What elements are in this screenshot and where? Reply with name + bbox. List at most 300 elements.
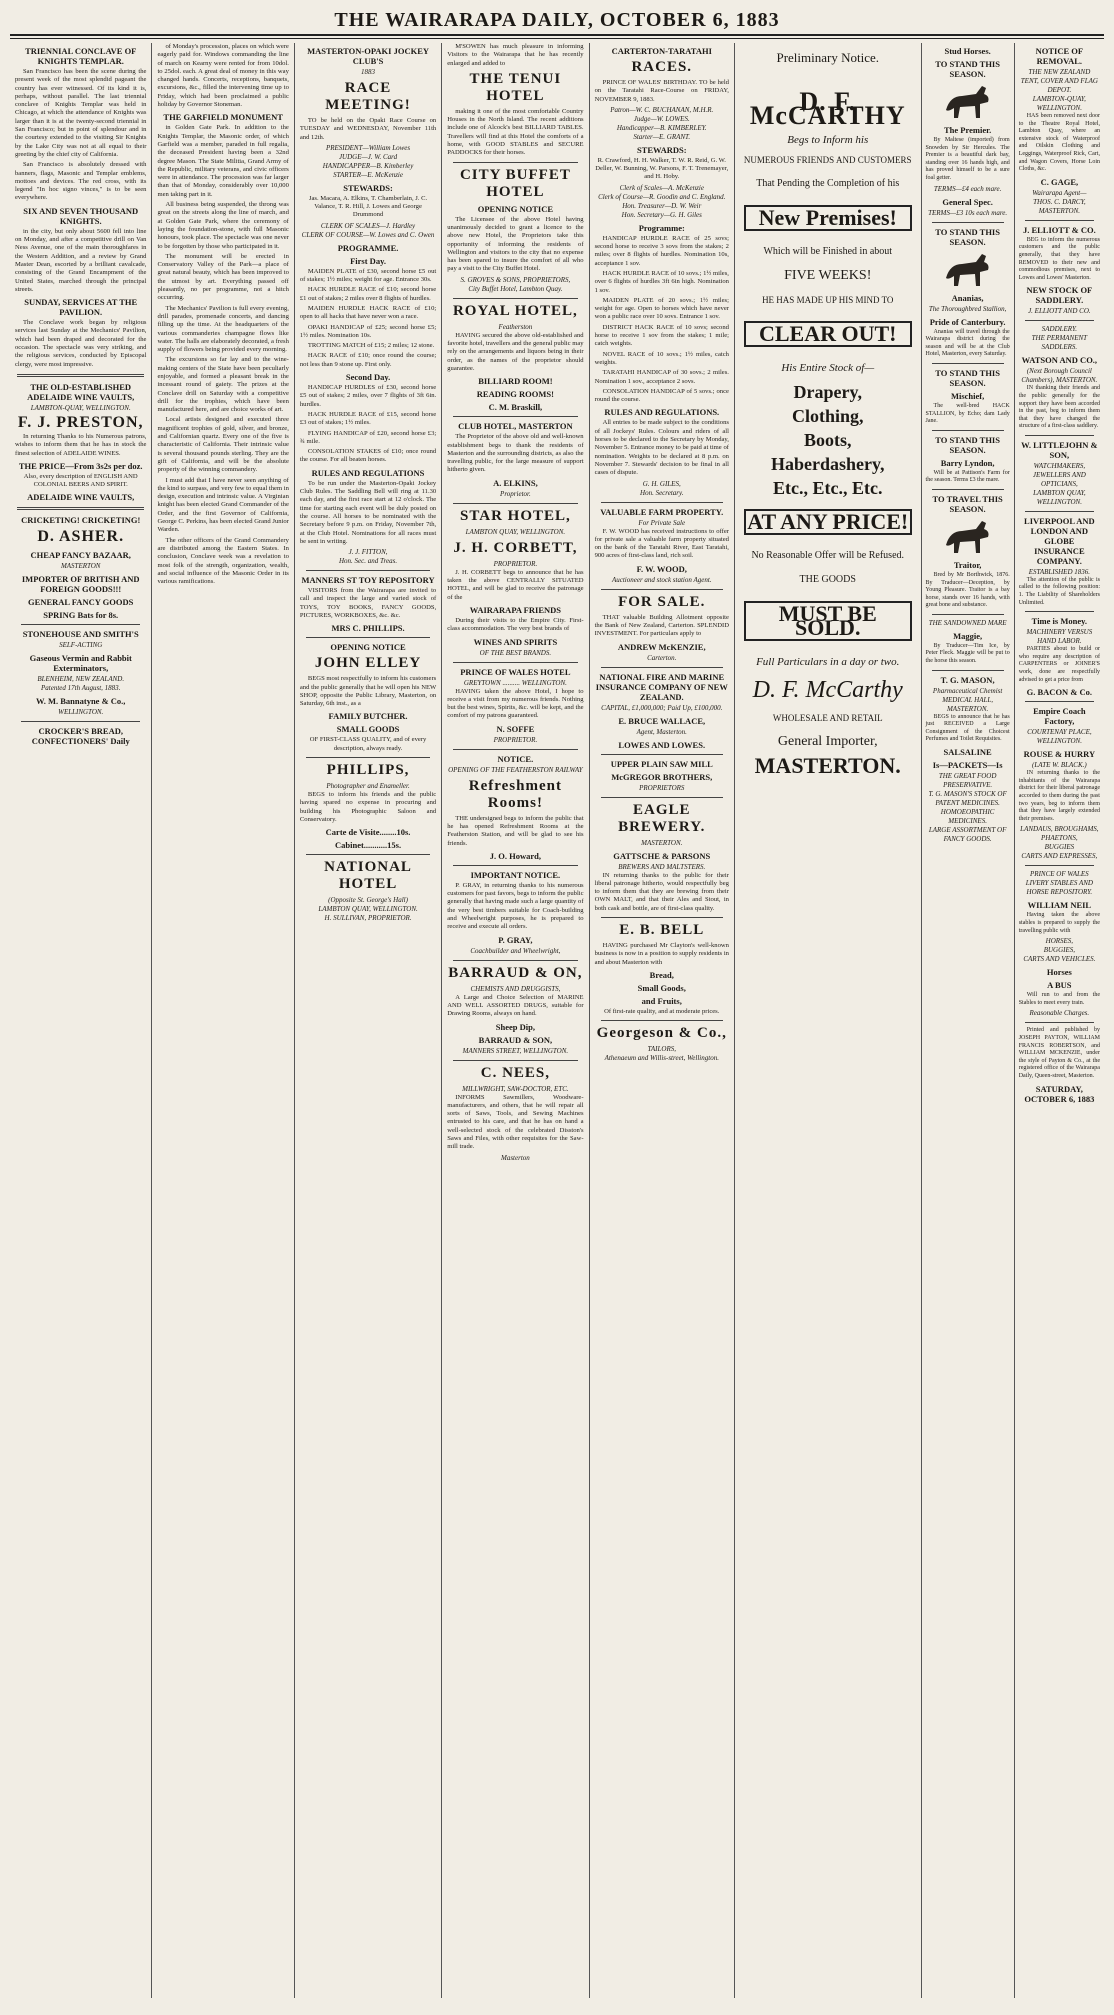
races-rules-heading: RULES AND REGULATIONS. [604, 407, 720, 418]
article-subhead: SUNDAY, SERVICES AT THE PAVILION. [24, 297, 138, 318]
ad-name: F. J. PRESTON, [17, 413, 144, 431]
divider [306, 854, 430, 855]
race-title: RACE MEETING! [325, 80, 411, 113]
races-entry: NOVEL RACE of 10 sovs.; 1½ miles, catch weights. [594, 350, 729, 366]
divider [17, 507, 144, 510]
article-paragraph: The excursions so far lay and to the wine-making centers of the State have been peculiarly enjoyable, and formed a pleasant break in the incessant round of gaiety. The prizes at the Conclave drill on Saturday with a competitive drill for the trophies, which have been manufactured here, and are choice works of art. [157, 356, 289, 414]
giles-role: Hon. Secretary. [640, 488, 684, 497]
race-entry: MAIDEN HURDLE HACK RACE of £10; open to all hacks that have never won a race. [299, 304, 437, 321]
city-loc: City Buffet Hotel, Lambton Quay. [468, 284, 563, 293]
mcgregor-role: PROPRIETORS [639, 783, 685, 792]
races-intro: PRINCE OF WALES' BIRTHDAY. TO be held on the Taratahi Race-Course on FRIDAY, NOVEMBER 9, 1883. [594, 79, 729, 103]
races-entry: HANDICAP HURDLE RACE of 25 sovs; second horse to receive 3 sovs from the stakes; 2 miles; over 8 flights of hurdles. Nomination 10s, acceptance 1 sov. [594, 234, 729, 267]
eagle-brewery: EAGLE BREWERY. [618, 801, 706, 835]
races-clerk2: Clerk of Course—R. Goodin and C. England. [598, 192, 726, 201]
tenui-intro: M'SOWEN has much pleasure in informing Visitors to the Wairarapa that he has recently enlarged and added to [447, 43, 584, 67]
divider [1025, 435, 1094, 436]
sheep-dip: Sheep Dip, [495, 1021, 535, 1032]
tenui-body: making it one of the most comfortable Country Houses in the North Island. The recent additions include one of Alcock's best BILLIARD TABLES. Travellers will find at this Hotel the comforts of a home, with GOOD STABLES and SECURE PADDOCKS for their horses. [447, 107, 584, 157]
horses2: Horses [1046, 967, 1072, 978]
divider [601, 589, 723, 590]
gray-body: P. GRAY, in returning thanks to his numerous customers for past favors, begs to inform the public generally that having made such a large quantity of the very best timbers suitable for Coach-building and Wheelwright purposes, he is prepared to receive and execute all orders. [447, 881, 584, 931]
reasonable-charges: Reasonable Charges. [1029, 1009, 1090, 1018]
race-entry: HACK HURDLE RACE of £15, second horse £3 out of stakes; 1½ miles. [299, 410, 437, 427]
wood-sub: Auctioneer and stock station Agent. [611, 575, 712, 584]
ad-body: In returning Thanks to his Numerous patrons, wishes to inform them that he has in stock the finest selection of ADELAIDE WINES. [15, 432, 147, 457]
races-entry: HACK HURDLE RACE of 10 sovs.; 1½ miles, over 6 flights of hurdles 3ft 6in high. Nomination 1 sov. [594, 269, 729, 294]
national-sub: (Opposite St. George's Hall) [328, 896, 408, 905]
empire-coach: Empire Coach Factory, [1033, 706, 1086, 727]
races-top: CARTERTON-TARATAHI [611, 46, 712, 56]
farm-title: VALUABLE FARM PROPERTY. [600, 506, 724, 517]
article-subhead: THE GARFIELD MONUMENT [163, 112, 283, 123]
star-hotel: STAR HOTEL, [460, 507, 571, 524]
mischief-name: Mischief, [950, 390, 985, 401]
saw-mill: UPPER PLAIN SAW MILL [610, 758, 713, 769]
full-particulars: Full Particulars in a day or two. [756, 656, 900, 668]
race-entry: CONSOLATION STAKES of £10; once round the course. For all beaten horses. [299, 448, 437, 464]
traitor-name: Traitor, [953, 559, 982, 570]
lowes-name: LOWES AND LOWES. [618, 739, 706, 750]
divider [453, 960, 577, 961]
races-treasurer: Hon. Treasurer—D. W. Weir [622, 201, 702, 210]
columns [10, 43, 1104, 1998]
ad-price: THE PRICE—From 3s2s per doz. [18, 460, 143, 471]
races-entry: TARATAHI HANDICAP of 30 sovs.; 2 miles. Nomination 1 sov., acceptance 2 sovs. [594, 369, 729, 385]
stud-horses-column [922, 43, 1015, 1998]
club-hotel: CLUB HOTEL, MASTERTON [458, 421, 573, 432]
divider [306, 637, 430, 638]
divider [453, 503, 577, 504]
race-stewards: Jas. Macara, A. Elkins, T. Chamberlain, J. C. Valance, T. R. Hill, J. Lowes and George Drummond [308, 194, 428, 219]
corbett-name: J. H. CORBETT, [453, 539, 578, 556]
clothing: Clothing, [791, 406, 864, 426]
masterton-footer: MASTERTON. [754, 753, 901, 778]
littlejohn-sub: WATCHMAKERS, JEWELLERS AND OPTICIANS, [1032, 461, 1086, 488]
divider [601, 917, 723, 918]
ananias-name: Ananias, [951, 292, 984, 303]
elliott-name2: J. ELLIOTT AND CO. [1028, 307, 1091, 316]
mccarthy-name-footer: D. F. McCarthy [752, 677, 903, 703]
phaetons: PHAETONS, [1041, 834, 1078, 843]
rules-heading: RULES AND REGULATIONS [311, 467, 425, 478]
carte-price: Carte de Visite........10s. [325, 827, 411, 838]
national-loc: LAMBTON QUAY, WELLINGTON. [318, 905, 418, 914]
article-paragraph: I must add that I have never seen anything of the kind to surpass, and very few to equal them in design, execution and intrinsic value. A Virginian knight has been elected Grand Commander of the Order, and the first Governor of California, George C. Perkins, has been elected Grand Junior Warden. [157, 476, 289, 534]
gattsche-name: GATTSCHE & PARSONS [613, 850, 711, 861]
phillips-name: PHILLIPS, [326, 762, 410, 779]
soffe-role: PROPRIETOR. [493, 735, 538, 744]
races-entry: CONSOLATION HANDICAP of 5 sovs.; once round the course. [594, 387, 729, 404]
divider [1025, 1022, 1094, 1023]
day-one: First Day. [350, 255, 386, 266]
divider [1025, 701, 1094, 702]
divider [601, 1020, 723, 1021]
traitor-body: Bred by Mr Borthwick, 1876. By Traducer—Deception, by Young Pleasure. Traitor is a bay horse, stands over 16 hands, with great bone and substance. [925, 571, 1010, 609]
insurance-agent-role: Agent, Masterton. [636, 727, 687, 736]
stand-season: TO STAND THIS SEASON. [935, 226, 1000, 247]
hand-body: PARTIES about to build or who require any description of CARPENTERS or JOINER'S work, done are respectfully advised to get a price from [1018, 646, 1100, 683]
saddlery: SADDLERY. [1041, 325, 1077, 334]
royal-body: HAVING secured the above old-established and favorite hotel, travellers and the general public may rely on the arrangements and liquors being in their order, as the names of the proprietor should guarantee. [447, 331, 584, 372]
city-opening: OPENING NOTICE [477, 203, 554, 214]
race-starter: STARTER—E. McKenzie [333, 170, 403, 179]
crocker: CROCKER'S BREAD, CONFECTIONERS' Daily [31, 726, 130, 747]
liverpool-body: The attention of the public is called to the following position: 1. The Liability of Shareholders Unlimited. [1018, 576, 1100, 606]
friends-line: NUMEROUS FRIENDS AND CUSTOMERS [743, 155, 912, 165]
nees-sub: MILLWRIGHT, SAW-DOCTOR, ETC. [462, 1084, 569, 1093]
gattsche-sub: BREWERS AND MALTSTERS. [618, 862, 706, 871]
pending-line: That Pending the Completion of his [756, 178, 900, 189]
race-entry: HACK RACE of £10; once round the course; not less than 9 stone up. First only. [299, 352, 437, 368]
saddlery-stock: NEW STOCK OF SADDLERY. [1026, 285, 1093, 306]
divider [601, 754, 723, 755]
prince-loc: GREYTOWN .......... WELLINGTON. [463, 678, 567, 687]
divider [453, 865, 577, 866]
patented: Patented 17th August, 1883. [41, 684, 121, 693]
bus-body: Will run to and from the Stables to meet every train. [1018, 992, 1100, 1006]
race-handicapper: HANDICAPPER—B. Kimberley [322, 161, 414, 170]
insurance-capital: CAPITAL, £1,000,000; Paid Up, £100,000. [601, 703, 723, 712]
forsale-title: FOR SALE. [618, 593, 706, 610]
wellington: WELLINGTON. [1036, 737, 1082, 746]
divider [1025, 220, 1094, 221]
ad-subtitle: LAMBTON-QUAY, WELLINGTON. [30, 403, 131, 412]
races-handicapper: Handicapper—B. KIMBERLEY. [616, 123, 707, 132]
day-two: Second Day. [345, 372, 391, 383]
prince-hotel: PRINCE OF WALES HOTEL [460, 666, 571, 677]
buggies2: BUGGIES, [1043, 946, 1075, 955]
stonehouse-sub: SELF-ACTING [59, 641, 103, 650]
bell-body: HAVING purchased Mr Clayton's well-known business is now in a position to supply residents in and about Masterton with [594, 942, 729, 966]
race-entry: FLYING HANDICAP of £20, second horse £3; ¾ mile. [299, 429, 437, 445]
gray-name: P. GRAY, [498, 934, 533, 945]
article-paragraph: The other officers of the Grand Commandery are distributed among the Eastern States. In conclusion, Conclave week was a revelation to most folk of the strength, organization, wealth, and social influence of the Masonic Order in its various ramifications. [157, 536, 289, 586]
nz-loc: LAMBTON-QUAY, WELLINGTON. [1032, 95, 1086, 112]
finished-line: Which will be Finished in about [763, 246, 893, 257]
entire-stock: His Entire Stock of— [781, 362, 875, 374]
new-premises-box: New Premises! [744, 205, 912, 231]
race-judge: JUDGE—J. W. Card [338, 152, 398, 161]
secretary-name: J. J. FITTON, [348, 548, 388, 557]
royal-billiard: BILLIARD ROOM! [478, 376, 553, 387]
article-paragraph: of Monday's procession, places on which were eagerly paid for. Windows commanding the line of march on Kearny were rented for from 10dol. to 25dol. each. A great deal of money in this way changed hands. Concerts, receptions, banquets, excursions, &c., filled the intervening time up to Friday, which had been proclaimed a public holiday by Governor Stoneman. [157, 43, 289, 109]
barraud2-sub: MANNERS STREET, WELLINGTON. [462, 1046, 569, 1055]
the-goods: THE GOODS [799, 574, 856, 585]
article-paragraph: San Francisco is absolutely dressed with banners, flags, Masonic and Templar emblems, mottoes and devices. The red cross, with its legend "In hoc signo vinces," is to be seen everywhere. [15, 161, 147, 202]
insurance-title: NATIONAL FIRE AND MARINE INSURANCE COMPANY OF NEW ZEALAND. [595, 671, 728, 702]
begs-line: Begs to Inform his [787, 134, 869, 146]
races-stewards: R. Crawford, H. H. Walker, T. W. R. Reid, G. W. Deller, W. Bunning, W. Parsons, F. T. Trenemayer, and H. Hoby. [595, 156, 729, 181]
salsaline: SALSALINE [943, 747, 992, 758]
important-notice: IMPORTANT NOTICE. [470, 869, 561, 880]
divider [21, 721, 140, 722]
ad-more: Also, every description of ENGLISH AND COLONIAL BEERS AND SPIRIT. [23, 472, 138, 489]
divider [932, 222, 1004, 223]
races-patron: Patron—W. C. BUCHANAN, M.H.R. [610, 105, 714, 114]
bell-bread: Bread, [649, 969, 674, 980]
asher-sub: CHEAP FANCY BAZAAR, [30, 550, 131, 561]
general-spec: General Spec. [942, 196, 993, 207]
race-president: PRESIDENT—William Lowes [325, 143, 411, 152]
races-secretary: Hon. Secretary—G. H. Giles [621, 210, 702, 219]
premier-body: By Maltese (imported) from Snowden by Sir Hercules. The Premier is a beautiful dark bay, standing over 16 hands high, and has proved himself to be a sure foal getter. [925, 137, 1010, 181]
carts: CARTS AND EXPRESSES, [1021, 852, 1098, 861]
race-entry: TROTTING MATCH of £15; 2 miles; 12 stone. [307, 342, 435, 350]
five-weeks: FIVE WEEKS! [784, 268, 872, 283]
wairarapa-friends: WAIRARAPA FRIENDS [469, 604, 561, 615]
liverpool-est: ESTABLISHED 1836. [1028, 567, 1090, 576]
refreshment-body: THE undersigned begs to inform the public that he has opened Refreshment Rooms at the Featherston Station, and will be glad to see his friends. [447, 814, 584, 847]
stonehouse-title: STONEHOUSE AND SMITH'S [22, 629, 139, 640]
rouse-sub: (LATE W. BLACK.) [1031, 761, 1087, 770]
general-terms: TERMS—£3 10s each mare. [928, 208, 1008, 217]
bell-fruits: and Fruits, [641, 995, 682, 1006]
column-1 [10, 43, 152, 1998]
mckenzie-name: ANDREW McKENZIE, [617, 641, 706, 652]
mason-body: BEGS to announce that he has just RECEIVED a Large Consignment of the Choicest Perfumes and Toilet Requisites. [925, 713, 1010, 743]
prince-body: HAVING taken the above Hotel, I hope to receive a visit from my numerous friends. Nothing but the best wines, Spirits, &c. will be kept, and the comfort of my patrons guaranteed. [447, 687, 584, 720]
royal-hotel: ROYAL HOTEL, [452, 302, 578, 319]
royal-reading: READING ROOMS! [476, 389, 554, 400]
liverpool-title: LIVERPOOL AND LONDON AND GLOBE INSURANCE COMPANY. [1024, 515, 1095, 566]
divider [932, 363, 1004, 364]
eagle-loc: MASTERTON. [641, 838, 683, 847]
neil-body: Having taken the above stables is prepared to supply the travelling public with [1018, 912, 1100, 934]
rules-body: To be run under the Masterton-Opaki Jockey Club Rules. The Saddling Bell will ring at 11.30 each day, and the first race start at 12 o'clock. The time for starting each event will be duly posted on the course. All horses to be nominated with the Secretary before 9 p.m. on Friday, November 7th, at the Club Hotel. Nominations for all races must be sent in writing. [299, 479, 437, 545]
cabinet-price: Cabinet...........15s. [334, 840, 402, 851]
column-6-mccarthy-ad [735, 43, 922, 1998]
asher-line: IMPORTER OF BRITISH AND FOREIGN GOODS!!! [21, 574, 140, 595]
divider [453, 749, 577, 750]
article-paragraph: San Francisco has been the scene during the present week of the most splendid pageant the country has ever witnessed. Of its kind it is, perhaps, without parallel. The last triennial conclave of Knights Templar was held in Chicago, at which the attendance of Knights was larger than it is at the twenty-second triennial in San Francisco; but in point of splendour and in the courtesy extended to the visiting Sir Knights by the Lake City was not at all equal to their greeting by the chief city of California. [15, 68, 147, 158]
divider [932, 430, 1004, 431]
divider [601, 502, 723, 503]
article-paragraph: The Conclave work began by religious services last Sunday at the Mechanics' Pavilion, which had been draped and decorated for the occasion. The spectacle was very striking, and the religious services, conducted by Episcopal clergy, were most impressive. [15, 319, 147, 368]
eagle-body: IN returning thanks to the public for their liberal patronage hitherto, would respectfully beg to inform them that they are brewing from their OWN MALT, and that their Ales and Stout, in both cask and bottle, are of first-class quality. [594, 871, 729, 912]
stud-title: Stud Horses. [944, 46, 991, 56]
nees-name: C. NEES, [480, 1064, 551, 1081]
article-subhead: SIX AND SEVEN THOUSAND KNIGHTS. [23, 205, 139, 226]
column-7 [922, 43, 1104, 1998]
phillips-body: BEGS to inform his friends and the public having spared no expense in procuring and building his Photographic Saloon and Conservatory. [299, 791, 437, 823]
asher-heading: CRICKETING! CRICKETING! [21, 515, 141, 526]
masthead: THE WAIRARAPA DAILY, OCTOBER 6, 1883 [10, 8, 1104, 36]
bannatyne: W. M. Bannatyne & Co., [36, 696, 126, 707]
prince-stables: PRINCE OF WALES LIVERY STABLES AND HORSE REPOSITORY. [1025, 870, 1093, 897]
ananias-sub: The Thoroughbred Stallion, [928, 304, 1007, 313]
horse-icon [940, 250, 996, 290]
wines-spirits: WINES AND SPIRITS [473, 636, 558, 647]
butcher-notice: OPENING NOTICE [330, 642, 406, 653]
any-price-box: AT ANY PRICE! [744, 509, 912, 535]
food-preservative: THE GREAT FOOD PRESERVATIVE. [938, 772, 997, 790]
pride-canterbury: Pride of Canterbury. [929, 316, 1006, 327]
corbett-body: J. H. CORBETT begs to announce that he has taken the above CENTRALLY SITUATED HOTEL, and will be glad to receive the patronage of the [447, 568, 584, 601]
mckenzie-loc: Carterton. [647, 653, 677, 662]
must-be-sold-box: MUST BE SOLD. [744, 601, 912, 641]
maggie-name: Maggie, [953, 630, 983, 641]
tenui-hotel: THE TENUI HOTEL [469, 70, 562, 104]
landaus: LANDAUS, BROUGHAMS, [1020, 825, 1099, 834]
rouse-body: IN returning thanks to the inhabitants of the Wairarapa district for their liberal patronage accorded to them during the past two years, beg to inform them that they have largely extended their premises. [1018, 770, 1100, 822]
salsaline-packets: Is—PACKETS—Is [932, 760, 1003, 771]
nees-body: INFORMS Sawmillers, Woodware-manufacturers, and others, that he will repair all sorts of Saws, Tools, and Sewing Machines entrusted to his care, and that he has on hand a well-selected stock of the celebrated Disston's Saws and Files, with other requisites for the Saw-mill trade. [447, 1093, 584, 1151]
elliott-body: BEG to inform the numerous customers and the public generally, that they have REMOVED to their new and commodious premises, next to Lowes and Lowes' Masterton. [1018, 236, 1100, 281]
bell-foot: Of first-rate quality, and at moderate prices. [604, 1007, 720, 1015]
barry-name: Barry Lyndon, [940, 457, 995, 468]
butcher-body: BEGS most respectfully to inform his customers and the public generally that he will open his NEW SHOP, opposite the Public Library, Masterton, on Saturday, 6th inst., as a [299, 675, 437, 708]
clear-out-box: CLEAR OUT! [744, 321, 912, 347]
barraud2-name: BARRAUD & SON, [478, 1034, 553, 1045]
divider [601, 667, 723, 668]
wairarapa-body: During their visits to the Empire City. First-class accommodation. The very best brands of [447, 616, 584, 633]
georgeson-loc: Athenaeum and Willis-street, Wellington. [604, 1054, 719, 1063]
bell-name: E. B. BELL [619, 922, 705, 939]
star-loc: LAMBTON QUAY, WELLINGTON. [465, 527, 566, 536]
race-entry: HANDICAP HURDLES of £30, second horse £5 out of stakes; 2 miles, over 7 flights of 3ft 6in. hurdles. [299, 384, 437, 408]
waira-agent: Wairarapa Agent— [1032, 188, 1087, 197]
elliott-name: J. ELLIOTT & CO. [1022, 224, 1096, 235]
stand-season: TO STAND THIS SEASON. [935, 59, 1000, 79]
watson-body: IN thanking their friends and the public generally for the support they have been accorded in the past, beg to inform them that they have changed the structure of a first-class saddlery. [1018, 385, 1100, 430]
club-body: The Proprietor of the above old and well-known establishment begs to thank the residents of Masterton and the surrounding districts, as also the travelling public, for the large measure of support hitherto given. [447, 433, 584, 474]
watson-loc: (Next Borough Council Chambers), MASTERTON. [1021, 367, 1098, 385]
howard-name: J. O. Howard, [489, 850, 542, 861]
farm-body: F. W. WOOD has received instructions to offer for private sale a valuable farm property situated on the bank of the Taratahi River, East Taratahi, 900 acres of first-class land, rich soil. [594, 527, 729, 560]
travel-season: TO TRAVEL THIS SEASON. [932, 493, 1003, 514]
races-judge: Judge—W. LOWES. [633, 114, 690, 123]
divider [306, 570, 430, 571]
club-prop: A. ELKINS, [493, 477, 538, 488]
maggie-sub: THE SANDOWNED MARE [928, 618, 1007, 627]
divider [453, 162, 577, 163]
divider [1025, 320, 1094, 321]
waira-agent-name: THOS. C. DARCY, MASTERTON. [1033, 197, 1086, 215]
divider [1025, 611, 1094, 612]
stand-season: TO STAND THIS SEASON. [935, 367, 1000, 388]
watson-name: WATSON AND CO., [1021, 355, 1098, 366]
divider [21, 624, 140, 625]
bus: A BUS [1047, 980, 1072, 991]
secretary-role: Hon. Sec. and Treas. [339, 557, 398, 566]
divider [306, 757, 430, 758]
farm-sub: For Private Sale [638, 518, 686, 527]
divider [453, 298, 577, 299]
wholesale-retail: WHOLESALE AND RETAIL [772, 713, 883, 723]
mcgregor-name: McGREGOR BROTHERS, [611, 771, 713, 782]
homeopathic: HOMOEOPATHIC MEDICINES. [940, 808, 995, 826]
race-entry: OPAKI HANDICAP of £25; second horse £5; 1½ miles. Nomination 10s. [299, 323, 437, 339]
races-starter: Starter—E. GRANT. [633, 132, 691, 141]
gray-sub: Coachbuilder and Wheelwright, [470, 946, 561, 955]
railway-opening: OPENING OF THE FEATHERSTON RAILWAY [448, 765, 583, 774]
general-importer: General Importer, [777, 734, 878, 749]
article-paragraph: The monument will be erected in Conservatory Valley of the Park—a place of great natural beauty, which has been improved to the utmost by art. Everything passed off pleasantly, no per programme, not a hitch occurring. [157, 252, 289, 302]
divider [453, 662, 577, 663]
races-programme: Programme: [638, 222, 685, 233]
spring-bats: SPRING Bats for 8s. [43, 610, 119, 621]
preliminary-notice: Preliminary Notice. [776, 50, 879, 65]
divider [932, 670, 1004, 671]
column-3 [295, 43, 442, 1998]
article-paragraph: in Golden Gate Park. In addition to the Knights Templar, the Masonic order, of which Garfield was a member, paraded in full regalia, the deceased President having been a 32nd degree Mason. The State Militia, Grand Army of the Republic, military veterans, and civic officers were in attendance. The procession was far larger than that of Monday, considerably over 10,000 men taking part in it. [157, 124, 289, 198]
time-money: Time is Money. [1031, 616, 1088, 627]
race-clerk: CLERK OF SCALES—J. Hardley [320, 221, 416, 230]
machinery: MACHINERY VERSUS HAND LABOR. [1026, 628, 1093, 646]
carts2: CARTS AND VEHICLES. [1023, 955, 1096, 964]
toy-body: VISITORS from the Wairarapa are invited to call and inspect the large and varied stock of TOYS, TOY BOOKS, FANCY GOODS, PICTURES, WORKBOXES, &c. &c. [299, 587, 437, 619]
insurance-agent: E. BRUCE WALLACE, [618, 715, 706, 726]
printer-imprint: Printed and published by JOSEPH PAYTON, WILLIAM FRANCIS ROBERTSON, and WILLIAM MCKENZIE, under the style of Payton & Co., at the registered office of the Wairarapa Daily, Queen-street, Masterton. [1018, 1027, 1100, 1079]
removal-notice: NOTICE OF REMOVAL. [1035, 46, 1084, 66]
gage-name: C. GAGE, [1040, 176, 1079, 187]
race-intro: TO be held on the Opaki Race Course on TUESDAY and WEDNESDAY, November 11th and 12th. [299, 117, 437, 141]
mason-name: T. G. MASON, [940, 674, 995, 685]
giles-name: G. H. GILES, [642, 479, 681, 488]
national-prop: H. SULLIVAN, PROPRIETOR. [324, 914, 412, 923]
bannatyne-loc: WELLINGTON. [58, 708, 104, 717]
asher-name: D. ASHER. [37, 528, 125, 546]
ad-vaults: ADELAIDE WINE VAULTS, [27, 492, 135, 503]
masthead-rule [10, 36, 1104, 39]
etc-line: Etc., Etc., Etc. [773, 478, 883, 498]
wines-sub: OF THE BEST BRANDS. [479, 648, 552, 657]
divider [601, 797, 723, 798]
permanent-saddlers: THE PERMANENT SADDLERS. [1031, 334, 1088, 352]
barraud-body: A Large and Choice Selection of MARINE AND WELL ASSORTED DRUGS, suitable for Drawing Rooms, always on hand. [447, 993, 584, 1018]
national-hotel: NATIONAL HOTEL [324, 859, 412, 893]
race-year: 1883 [361, 68, 376, 76]
divider [932, 614, 1004, 615]
corbett-role: PROPRIETOR. [493, 559, 538, 568]
premier-terms: TERMS—£4 each mare. [933, 184, 1002, 193]
royal-prop: C. M. Braskill, [488, 402, 543, 413]
bacon-name: G. BACON & Co. [1026, 687, 1093, 698]
city-prop: S. GROVES & SONS, PROPRIETORS, [460, 275, 571, 284]
nz-depot: THE NEW ZEALAND TENT, COVER AND FLAG DEPOT. [1020, 68, 1098, 94]
maggie-body: By Traducer—Tim Ice, by Peter Fleck. Maggie will be put to the horse this season. [925, 642, 1010, 665]
ad-title: THE OLD-ESTABLISHED ADELAIDE WINE VAULTS, [27, 381, 135, 402]
wood-name: F. W. WOOD, [636, 563, 687, 574]
divider [453, 1060, 577, 1061]
phillips-role: Photographer and Enameller. [326, 782, 410, 791]
race-stewards-heading: STEWARDS: [343, 182, 393, 193]
column-4 [442, 43, 589, 1998]
article-title: TRIENNIAL CONCLAVE OF KNIGHTS TEMPLAR. [25, 46, 137, 66]
made-up-mind: HE HAS MADE UP HIS MIND TO [762, 295, 894, 305]
patent-medicines: T. G. MASON'S STOCK OF PATENT MEDICINES. [928, 790, 1007, 808]
city-body: The Licensee of the above Hotel having unanimously decided to grant a licence to the above new Hotel, the Proprietors take this opportunity of informing the residents of Wellington and visitors to the city that no expense has been spared to insure the comfort of all who pay a visit to the City Buffet Hotel. [447, 215, 584, 273]
article-paragraph: The Mechanics' Pavilion is full every evening, drill parades, promenade concerts, and dancing filling up the time. At the headquarters of the various commanderies champagne flows like water. The halls are elaborately decorated, a fresh supply of flowers being provided every morning. [157, 304, 289, 354]
courtenay: COURTENAY PLACE, [1027, 728, 1092, 737]
mccarthy-name: D. F. McCARTHY [749, 87, 906, 130]
programme-heading: PROGRAMME. [337, 242, 399, 253]
divider [453, 416, 577, 417]
barraud-name: BARRAUD & ON, [448, 964, 583, 981]
fancy-goods: LARGE ASSORTMENT OF FANCY GOODS. [928, 826, 1007, 844]
nz-body: HAS been removed next door to the Theatre Royal Hotel, Lambton Quay, where an extensive stock of Waterproof and Oilskin Clothing and Leggings, Waterproof Rick, Cart, and Wagon Covers, Horse Loin Cloths, &c. [1018, 113, 1100, 173]
notices-column [1015, 43, 1104, 1998]
mischief-body: The well-bred HACK STALLION, by Echo; dam Lady Jane. [925, 402, 1010, 425]
small-goods: SMALL GOODS [336, 724, 400, 735]
littlejohn-name: W. LITTLEJOHN & SON, [1021, 439, 1098, 460]
mason-sub: Pharmaceutical Chemist [932, 686, 1003, 695]
nees-loc: Masterton [501, 1153, 530, 1162]
butcher-name: JOHN ELLEY [314, 655, 422, 672]
refreshment-rooms: Refreshment Rooms! [468, 777, 562, 811]
royal-loc: Featherston [498, 322, 533, 331]
